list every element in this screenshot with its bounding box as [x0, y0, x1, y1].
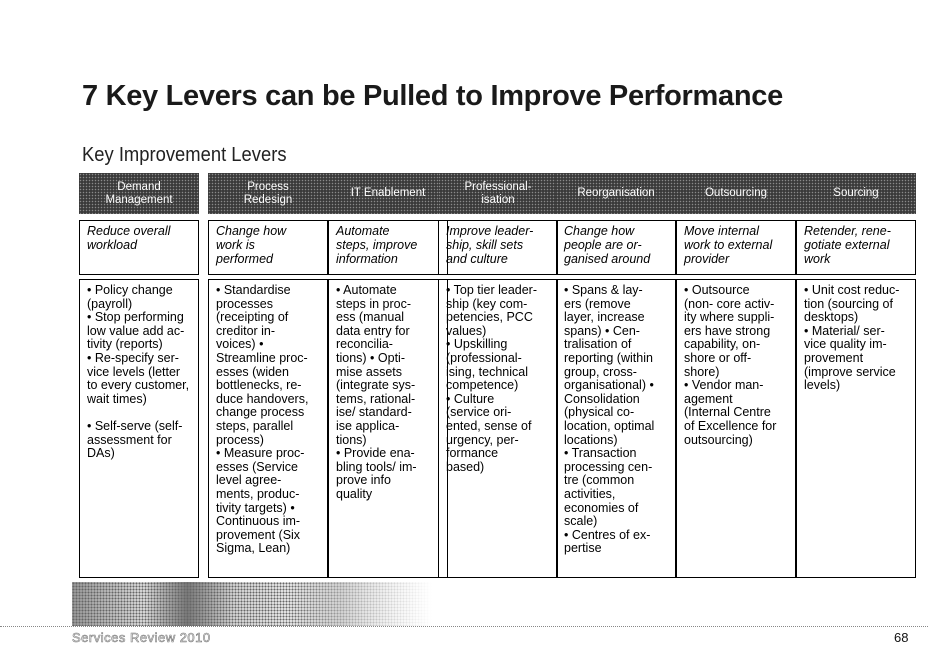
- lever-header-process-redesign: Process Redesign: [208, 173, 328, 214]
- lever-objective-reorganisation: Change how people are or- ganised around: [556, 220, 676, 275]
- lever-objective-professionalisation: Improve leader- ship, skill sets and culture: [438, 220, 558, 275]
- lever-header-reorganisation: Reorganisation: [556, 173, 676, 214]
- lever-details-outsourcing: • Outsource (non- core activ- ity where suppli- ers have strong capability, on- shore or off- shore) • Vendor man- agement (Internal Centre of Excellence for outsourcing): [676, 279, 796, 578]
- footer-divider: [0, 626, 928, 627]
- lever-objective-process-redesign: Change how work is performed: [208, 220, 328, 275]
- lever-objective-outsourcing: Move internal work to external provider: [676, 220, 796, 275]
- lever-details-professionalisation: • Top tier leader- ship (key com- petencies, PCC values) • Upskilling (professional- ising, technical competence) • Culture (service ori- ented, sense of urgency, per- formance based): [438, 279, 558, 578]
- slide-subtitle: Key Improvement Levers: [82, 144, 287, 166]
- lever-header-it-enablement: IT Enablement: [328, 173, 448, 214]
- footer-photo-strip: [72, 582, 432, 626]
- footer-label: Services Review 2010: [72, 630, 211, 645]
- lever-header-sourcing: Sourcing: [796, 173, 916, 214]
- lever-header-outsourcing: Outsourcing: [676, 173, 796, 214]
- lever-objective-sourcing: Retender, rene- gotiate external work: [796, 220, 916, 275]
- lever-objective-demand-management: Reduce overall workload: [79, 220, 199, 275]
- lever-objective-it-enablement: Automate steps, improve information: [328, 220, 448, 275]
- page-number: 68: [894, 630, 909, 645]
- lever-details-sourcing: • Unit cost reduc- tion (sourcing of desktops) • Material/ ser- vice quality im- provement (improve service levels): [796, 279, 916, 578]
- lever-details-reorganisation: • Spans & lay- ers (remove layer, increase spans) • Cen- tralisation of reporting (within group, cross- organisational) • Consolidation (physical co- location, optimal locations) • Transaction processing cen- tre (common activities, economies of scale) • Centres of ex- pertise: [556, 279, 676, 578]
- slide-title: 7 Key Levers can be Pulled to Improve Performance: [82, 80, 783, 112]
- lever-header-professionalisation: Professional- isation: [438, 173, 558, 214]
- lever-details-process-redesign: • Standardise processes (receipting of creditor in- voices) • Streamline proc- esses (widen bottlenecks, re- duce handovers, change process steps, parallel process) • Measure proc- esses (Service level agree- ments, produc- tivity targets) • Continuous im- provement (Six Sigma, Lean): [208, 279, 328, 578]
- lever-details-it-enablement: • Automate steps in proc- ess (manual data entry for reconcilia- tions) • Opti- mise assets (integrate sys- tems, rational- ise/ standard- ise applica- tions) • Provide ena- bling tools/ im- prove info quality: [328, 279, 448, 578]
- lever-header-demand-management: Demand Management: [79, 173, 199, 214]
- lever-details-demand-management: • Policy change (payroll) • Stop performing low value add ac- tivity (reports) • Re-specify ser- vice levels (letter to every customer, wait times) • Self-serve (self- assessment for DAs): [79, 279, 199, 578]
